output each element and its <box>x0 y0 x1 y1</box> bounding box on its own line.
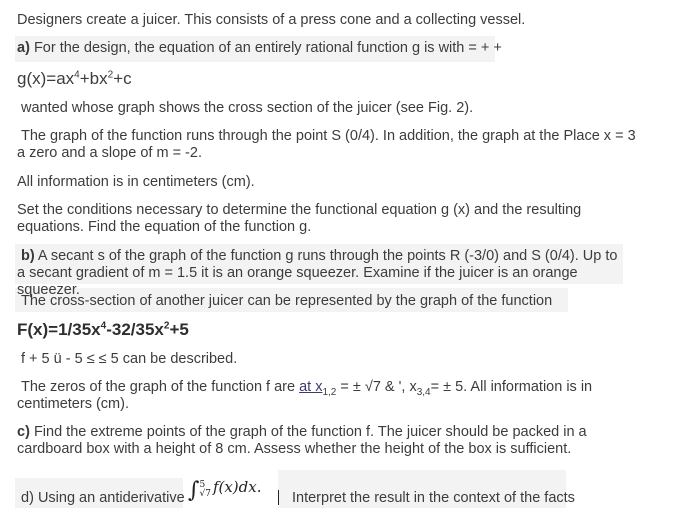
part-d-line <box>21 490 185 507</box>
part-d-label: d) <box>21 490 34 506</box>
eq-g-exp2: 2 <box>107 69 114 81</box>
part-a-wanted: wanted whose graph shows the cross section of the juicer (see Fig. 2). <box>21 100 474 116</box>
part-a-graph-info: The graph of the function runs through the point S (0/4). In addition, the graph at the Place x = 3 a zero and a slope of m = -2. <box>17 128 636 161</box>
func-F-c: +5 <box>169 320 189 339</box>
equation-g <box>17 70 132 87</box>
eq-g-exp1: 4 <box>74 69 80 81</box>
part-b-paragraph <box>17 248 627 299</box>
part-c-text: Find the extreme points of the graph of the function f. The juicer should be packed in a cardboard box with a height of 8 cm. Assess whether the height of the box is sufficient. <box>17 424 587 457</box>
part-b-text: A secant s of the graph of the function g runs through the points R (-3/0) and S (0/4). Up to a secant gradient of m = 1.5 it is an orange squeezer. Examine if the juicer is an orange squeezer. <box>17 248 618 298</box>
eq-g-mid: +bx <box>79 69 108 88</box>
part-c-label: c) <box>17 424 30 440</box>
part-d-text: Using an antiderivative <box>37 490 185 506</box>
part-a-label: a) <box>17 40 30 56</box>
zeros-link[interactable]: at x <box>299 379 323 395</box>
integral-upper: 5 <box>199 480 206 490</box>
zeros-post: = ± 5. All information is in <box>430 379 593 395</box>
func-F-a: F(x)=1/35x <box>17 320 101 339</box>
intro-text: Designers create a juicer. This consists of a press cone and a collecting vessel. <box>17 12 526 28</box>
integral-lower: √7 <box>199 489 211 499</box>
zeros-mid: = ± √7 & ', x <box>336 379 417 395</box>
zeros-sub1: 1,2 <box>322 386 337 398</box>
integral-expression <box>188 478 261 503</box>
integral-icon: ∫ <box>188 478 200 503</box>
part-a-task: Set the conditions necessary to determine the functional equation g (x) and the resulting equations. Find the equation of the function g. <box>17 202 582 235</box>
zeros-pre: The zeros of the graph of the function f are <box>21 379 300 395</box>
integral-limits <box>199 481 210 499</box>
part-b-label: b) <box>21 248 35 264</box>
text-cursor <box>278 490 279 505</box>
part-d-interpret: Interpret the result in the context of the facts <box>292 490 575 506</box>
part-a-units: All information is in centimeters (cm). <box>17 174 255 190</box>
other-juicer-text: The cross-section of another juicer can be represented by the graph of the function <box>21 293 553 309</box>
part-c-paragraph <box>17 424 642 458</box>
func-F-e1: 4 <box>100 320 107 332</box>
eq-g-lhs: g(x)=ax <box>17 69 75 88</box>
part-a-line <box>17 40 502 57</box>
zeros-line2: centimeters (cm). <box>17 396 129 412</box>
zeros-sub2: 3,4 <box>416 386 431 398</box>
integral-body: f(x)dx. <box>212 478 262 496</box>
func-F-b: -32/35x <box>106 320 164 339</box>
domain-text: f + 5 ü - 5 ≤ ≤ 5 can be described. <box>21 351 238 367</box>
eq-g-tail: +c <box>113 69 132 88</box>
function-F <box>17 321 189 338</box>
part-a-text: For the design, the equation of an entirely rational function g is with = + + <box>33 40 502 56</box>
func-F-e2: 2 <box>163 320 170 332</box>
zeros-line <box>21 379 592 396</box>
